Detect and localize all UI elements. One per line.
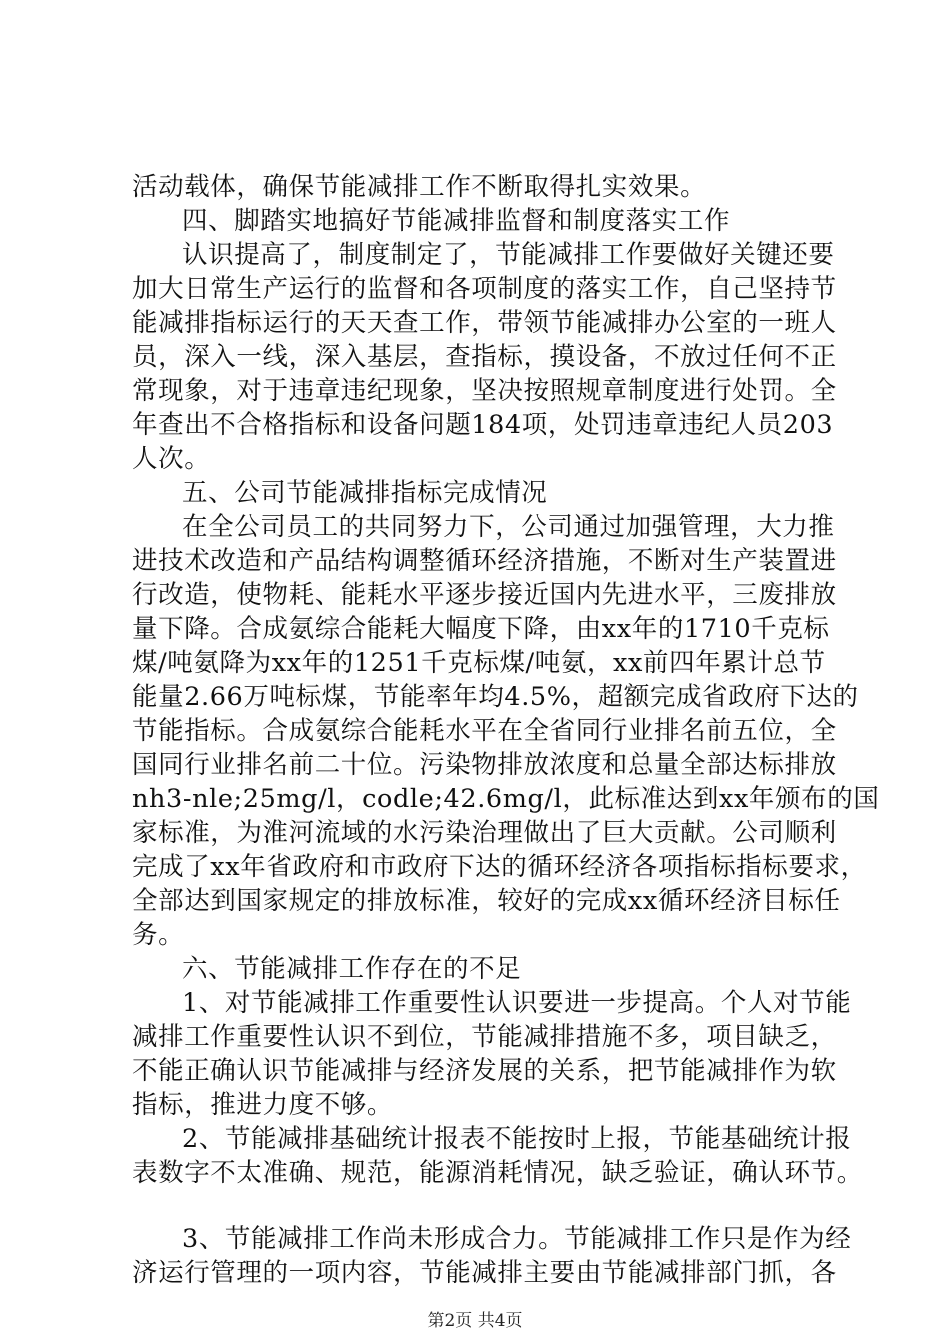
text-line: 表数字不太准确、规范，能源消耗情况，缺乏验证，确认环节。 [132,1158,863,1188]
text-line: 年查出不合格指标和设备问题184项，处罚违章违纪人员203 [132,410,834,440]
text-line: 加大日常生产运行的监督和各项制度的落实工作，自己坚持节 [132,274,837,304]
text-line: 认识提高了，制度制定了，节能减排工作要做好关键还要 [182,240,835,270]
section-heading: 五、公司节能减排指标完成情况 [182,478,548,508]
text-line: 人次。 [132,444,211,474]
text-line: 在全公司员工的共同努力下，公司通过加强管理，大力推 [182,512,835,542]
text-line: 能量2.66万吨标煤，节能率年均4.5%，超额完成省政府下达的 [132,682,859,712]
text-line: 国同行业排名前二十位。污染物排放浓度和总量全部达标排放 [132,750,837,780]
text-line: 不能正确认识节能减排与经济发展的关系，把节能减排作为软 [132,1056,837,1086]
text-line: 务。 [132,920,185,950]
text-line: 量下降。合成氨综合能耗大幅度下降，由xx年的1710千克标 [132,614,830,644]
text-line: 济运行管理的一项内容，节能减排主要由节能减排部门抓，各 [132,1258,837,1288]
text-line: 全部达到国家规定的排放标准，较好的完成xx循环经济目标任 [132,886,841,916]
text-line: 煤/吨氨降为xx年的1251千克标煤/吨氨，xx前四年累计总节 [132,648,826,678]
text-line: 行改造，使物耗、能耗水平逐步接近国内先进水平，三废排放 [132,580,837,610]
text-line: 家标准，为淮河流域的水污染治理做出了巨大贡献。公司顺利 [132,818,837,848]
text-line: 减排工作重要性认识不到位，节能减排措施不多，项目缺乏， [132,1022,837,1052]
text-line: nh3-nle;25mg/l，codle;42.6mg/l，此标准达到xx年颁布的国 [132,784,880,814]
text-line: 节能指标。合成氨综合能耗水平在全省同行业排名前五位，全 [132,716,837,746]
text-line: 指标，推进力度不够。 [132,1090,394,1120]
text-line: 完成了xx年省政府和市政府下达的循环经济各项指标指标要求， [132,852,867,882]
section-heading: 六、节能减排工作存在的不足 [182,954,522,984]
text-line: 活动载体，确保节能减排工作不断取得扎实效果。 [132,172,707,202]
text-line: 1、对节能减排工作重要性认识要进一步提高。个人对节能 [182,988,852,1018]
page-number: 第2页 共4页 [427,1311,523,1331]
text-line: 能减排指标运行的天天查工作，带领节能减排办公室的一班人 [132,308,837,338]
text-line: 2、节能减排基础统计报表不能按时上报，节能基础统计报 [182,1124,852,1154]
text-line: 常现象，对于违章违纪现象，坚决按照规章制度进行处罚。全 [132,376,837,406]
text-line: 员，深入一线，深入基层，查指标，摸设备，不放过任何不正 [132,342,837,372]
text-line: 进技术改造和产品结构调整循环经济措施，不断对生产装置进 [132,546,837,576]
section-heading: 四、脚踏实地搞好节能减排监督和制度落实工作 [182,206,731,236]
text-line: 3、节能减排工作尚未形成合力。节能减排工作只是作为经 [182,1224,852,1254]
